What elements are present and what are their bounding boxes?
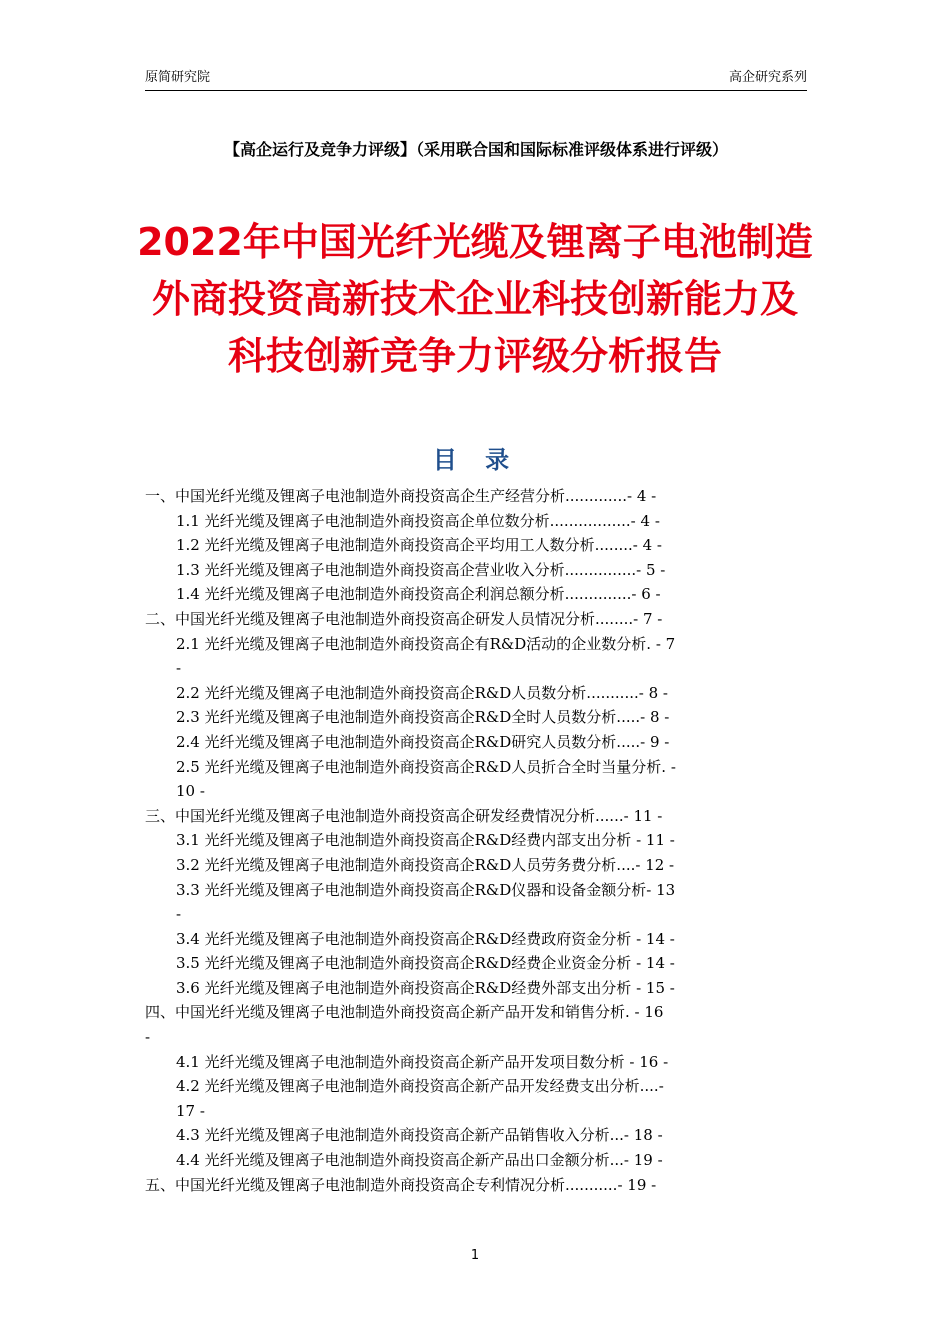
toc-entry[interactable]: 2.1 光纤光缆及锂离子电池制造外商投资高企有R&D活动的企业数分析. - 7 [176,634,676,653]
toc-entry-continued: - [176,659,182,678]
toc-entry[interactable]: 四、中国光纤光缆及锂离子电池制造外商投资高企新产品开发和销售分析. - 16 [145,1003,664,1022]
page-header [145,66,807,91]
toc-entry[interactable]: 3.4 光纤光缆及锂离子电池制造外商投资高企R&D经费政府资金分析 - 14 - [176,929,675,948]
toc-entry[interactable]: 1.1 光纤光缆及锂离子电池制造外商投资高企单位数分析.................- 4 - [176,511,660,530]
toc-entry[interactable]: 2.4 光纤光缆及锂离子电池制造外商投资高企R&D研究人员数分析.....- 9 - [176,732,670,751]
title-line: 外商投资高新技术企业科技创新能力及 [151,277,798,321]
toc-entry-continued: 10 - [176,782,205,801]
toc-entry[interactable]: 五、中国光纤光缆及锂离子电池制造外商投资高企专利情况分析...........- 19 - [145,1175,657,1194]
toc-entry[interactable]: 三、中国光纤光缆及锂离子电池制造外商投资高企研发经费情况分析......- 11 - [145,806,663,825]
report-title [120,214,830,385]
toc-entry-continued: - [145,1028,151,1047]
toc-entry[interactable]: 1.3 光纤光缆及锂离子电池制造外商投资高企营业收入分析...............- 5 - [176,560,666,579]
toc-entry[interactable]: 1.2 光纤光缆及锂离子电池制造外商投资高企平均用工人数分析........- 4 - [176,536,662,555]
toc-entry[interactable]: 3.3 光纤光缆及锂离子电池制造外商投资高企R&D仪器和设备金额分析- 13 [176,880,676,899]
toc-entry[interactable]: 2.2 光纤光缆及锂离子电池制造外商投资高企R&D人员数分析...........- 8 - [176,683,668,702]
toc-entry[interactable]: 3.1 光纤光缆及锂离子电池制造外商投资高企R&D经费内部支出分析 - 11 - [176,831,675,850]
toc-entry[interactable]: 1.4 光纤光缆及锂离子电池制造外商投资高企利润总额分析..............- 6 - [176,585,661,604]
toc-entry[interactable]: 4.4 光纤光缆及锂离子电池制造外商投资高企新产品出口金额分析...- 19 - [176,1151,663,1170]
toc-entry[interactable]: 3.2 光纤光缆及锂离子电池制造外商投资高企R&D人员劳务费分析....- 12 - [176,855,675,874]
toc-entry-continued: 17 - [176,1101,205,1120]
toc-entry[interactable]: 二、中国光纤光缆及锂离子电池制造外商投资高企研发人员情况分析........- 7 - [145,609,663,628]
page-number: 1 [470,1248,480,1263]
rating-line: 【高企运行及竞争力评级】（采用联合国和国际标准评级体系进行评级） [223,140,728,159]
toc-entry[interactable]: 一、中国光纤光缆及锂离子电池制造外商投资高企生产经营分析.............- 4 - [145,487,657,505]
header-org: 原简研究院 [145,70,211,85]
toc-entry[interactable]: 4.2 光纤光缆及锂离子电池制造外商投资高企新产品开发经费支出分析....- [176,1077,664,1096]
toc-entry[interactable]: 2.5 光纤光缆及锂离子电池制造外商投资高企R&D人员折合全时当量分析. - [176,757,676,776]
header-series: 高企研究系列 [728,70,807,85]
title-line: 2022年中国光纤光缆及锂离子电池制造 [137,220,813,264]
title-line: 科技创新竞争力评级分析报告 [227,334,722,378]
toc-entry[interactable]: 4.3 光纤光缆及锂离子电池制造外商投资高企新产品销售收入分析...- 18 - [176,1126,663,1145]
toc-entry-continued: - [176,905,182,924]
toc-entry[interactable]: 3.5 光纤光缆及锂离子电池制造外商投资高企R&D经费企业资金分析 - 14 - [176,954,675,973]
table-of-contents [145,484,807,1197]
toc-entry[interactable]: 3.6 光纤光缆及锂离子电池制造外商投资高企R&D经费外部支出分析 - 15 - [176,978,675,997]
toc-entry[interactable]: 4.1 光纤光缆及锂离子电池制造外商投资高企新产品开发项目数分析 - 16 - [176,1052,669,1071]
toc-entry[interactable]: 2.3 光纤光缆及锂离子电池制造外商投资高企R&D全时人员数分析.....- 8 - [176,708,670,727]
toc-title: 目 录 [432,446,520,474]
